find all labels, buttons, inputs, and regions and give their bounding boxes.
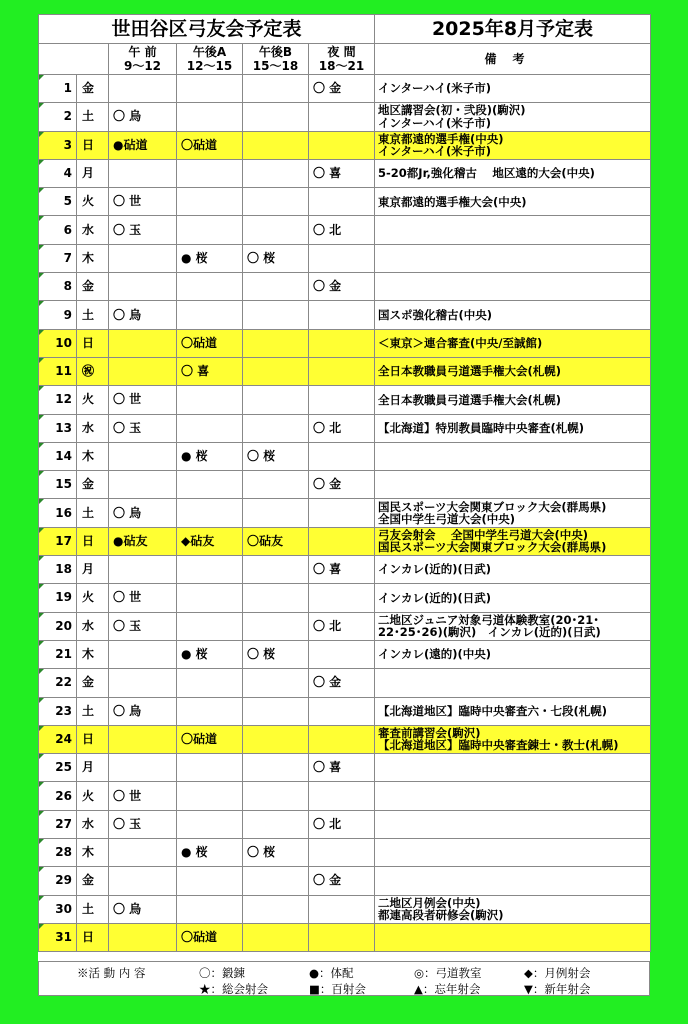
slot-am (109, 244, 177, 272)
day-number: 9 (39, 301, 77, 329)
slot-night: 〇 北 (309, 216, 375, 244)
slot-am: 〇 玉 (109, 612, 177, 640)
day-row (39, 103, 651, 131)
header-note: 備考 (375, 44, 651, 75)
day-row (39, 867, 651, 895)
slot-pm-a (177, 697, 243, 725)
slot-pm-b (243, 669, 309, 697)
day-note (375, 471, 651, 499)
slot-pm-b (243, 697, 309, 725)
slot-pm-a: 〇砧道 (177, 725, 243, 753)
legend-item: ●：体配 (309, 966, 354, 980)
slot-night: 〇 金 (309, 669, 375, 697)
weekday: 土 (77, 103, 109, 131)
day-row (39, 75, 651, 103)
day-number: 1 (39, 75, 77, 103)
day-row (39, 244, 651, 272)
slot-pm-b (243, 386, 309, 414)
day-row (39, 640, 651, 668)
slot-am: 〇 烏 (109, 895, 177, 923)
weekday: 水 (77, 612, 109, 640)
slot-night: 〇 金 (309, 471, 375, 499)
weekday: 土 (77, 697, 109, 725)
day-number: 2 (39, 103, 77, 131)
weekday: 日 (77, 329, 109, 357)
slot-am (109, 273, 177, 301)
slot-pm-b (243, 301, 309, 329)
day-row (39, 782, 651, 810)
day-note: 東京都遠的選手権(中央) インターハイ(米子市) (375, 131, 651, 159)
weekday: 水 (77, 216, 109, 244)
slot-night: 〇 喜 (309, 159, 375, 187)
legend-item: ■：百射会 (309, 982, 366, 996)
slot-pm-b (243, 357, 309, 385)
day-row (39, 499, 651, 527)
slot-night (309, 527, 375, 555)
slot-night (309, 103, 375, 131)
slot-night: 〇 金 (309, 273, 375, 301)
slot-pm-a (177, 669, 243, 697)
weekday: 金 (77, 471, 109, 499)
slot-am (109, 75, 177, 103)
weekday: 木 (77, 244, 109, 272)
slot-am: 〇 玉 (109, 810, 177, 838)
day-note: インカレ(近的)(日武) (375, 556, 651, 584)
weekday: 木 (77, 442, 109, 470)
weekday: 日 (77, 923, 109, 951)
slot-pm-a (177, 216, 243, 244)
weekday: 金 (77, 273, 109, 301)
day-note: ＜東京＞連合審査(中央/至誠館) (375, 329, 651, 357)
weekday: 火 (77, 188, 109, 216)
legend-item: ▲：忘年射会 (414, 982, 481, 996)
slot-pm-b (243, 273, 309, 301)
weekday: 金 (77, 867, 109, 895)
day-number: 7 (39, 244, 77, 272)
slot-am (109, 329, 177, 357)
slot-pm-b (243, 584, 309, 612)
slot-am: 〇 烏 (109, 103, 177, 131)
slot-pm-a (177, 103, 243, 131)
day-row (39, 612, 651, 640)
day-note: 審査前講習会(駒沢) 【北海道地区】臨時中央審査錬士・教士(札幌) (375, 725, 651, 753)
slot-am: 〇 世 (109, 188, 177, 216)
day-number: 18 (39, 556, 77, 584)
day-number: 8 (39, 273, 77, 301)
day-note: 二地区月例会(中央) 都連高段者研修会(駒沢) (375, 895, 651, 923)
slot-night (309, 386, 375, 414)
day-note: 【北海道】特別教員臨時中央審査(札幌) (375, 414, 651, 442)
slot-pm-b (243, 556, 309, 584)
day-number: 21 (39, 640, 77, 668)
slot-am: 〇 世 (109, 782, 177, 810)
day-number: 15 (39, 471, 77, 499)
slot-am (109, 159, 177, 187)
weekday: 火 (77, 386, 109, 414)
day-row (39, 216, 651, 244)
slot-pm-a (177, 273, 243, 301)
slot-pm-a: 〇砧道 (177, 131, 243, 159)
day-row (39, 301, 651, 329)
slot-pm-b (243, 471, 309, 499)
weekday: 月 (77, 754, 109, 782)
slot-pm-b (243, 103, 309, 131)
day-number: 27 (39, 810, 77, 838)
day-note (375, 669, 651, 697)
day-row (39, 386, 651, 414)
day-row (39, 895, 651, 923)
weekday: 金 (77, 75, 109, 103)
slot-am (109, 556, 177, 584)
header-am: 午 前 9～12 (109, 44, 177, 75)
slot-pm-b: 〇 桜 (243, 244, 309, 272)
day-number: 20 (39, 612, 77, 640)
day-number: 3 (39, 131, 77, 159)
slot-pm-b (243, 754, 309, 782)
day-row (39, 725, 651, 753)
slot-am (109, 754, 177, 782)
slot-pm-a (177, 584, 243, 612)
slot-night (309, 188, 375, 216)
slot-night: 〇 北 (309, 810, 375, 838)
day-row (39, 442, 651, 470)
slot-am (109, 471, 177, 499)
day-number: 25 (39, 754, 77, 782)
day-row (39, 188, 651, 216)
day-number: 22 (39, 669, 77, 697)
slot-night (309, 782, 375, 810)
day-note: 地区講習会(初・弐段)(駒沢) インターハイ(米子市) (375, 103, 651, 131)
weekday: 日 (77, 527, 109, 555)
slot-pm-b (243, 159, 309, 187)
day-row (39, 273, 651, 301)
slot-night (309, 244, 375, 272)
slot-pm-b (243, 895, 309, 923)
day-number: 16 (39, 499, 77, 527)
day-note (375, 273, 651, 301)
legend (38, 961, 650, 996)
day-row (39, 471, 651, 499)
slot-am: 〇 世 (109, 584, 177, 612)
slot-night (309, 640, 375, 668)
slot-pm-b (243, 499, 309, 527)
slot-pm-b (243, 188, 309, 216)
slot-am (109, 867, 177, 895)
day-note: インカレ(近的)(日武) (375, 584, 651, 612)
day-number: 13 (39, 414, 77, 442)
slot-am (109, 357, 177, 385)
day-note (375, 923, 651, 951)
day-note: 全日本教職員弓道選手権大会(札幌) (375, 357, 651, 385)
day-number: 5 (39, 188, 77, 216)
slot-pm-b (243, 216, 309, 244)
weekday: 日 (77, 131, 109, 159)
day-note: 国スポ強化稽古(中央) (375, 301, 651, 329)
day-note (375, 839, 651, 867)
day-note: 国民スポーツ大会関東ブロック大会(群馬県) 全国中学生弓道大会(中央) (375, 499, 651, 527)
slot-night (309, 839, 375, 867)
schedule-table (38, 14, 651, 952)
day-number: 26 (39, 782, 77, 810)
weekday: 日 (77, 725, 109, 753)
slot-am: ●砧道 (109, 131, 177, 159)
slot-pm-a (177, 810, 243, 838)
day-number: 14 (39, 442, 77, 470)
weekday: 木 (77, 839, 109, 867)
day-row (39, 669, 651, 697)
slot-night (309, 131, 375, 159)
slot-night (309, 442, 375, 470)
day-note (375, 867, 651, 895)
slot-pm-b (243, 725, 309, 753)
day-note (375, 442, 651, 470)
slot-night: 〇 金 (309, 75, 375, 103)
slot-night (309, 499, 375, 527)
day-number: 12 (39, 386, 77, 414)
slot-night (309, 584, 375, 612)
slot-pm-a (177, 754, 243, 782)
slot-pm-a (177, 75, 243, 103)
slot-pm-a: 〇 喜 (177, 357, 243, 385)
day-number: 10 (39, 329, 77, 357)
weekday: 月 (77, 556, 109, 584)
slot-pm-a (177, 895, 243, 923)
weekday: 水 (77, 414, 109, 442)
slot-pm-a: ● 桜 (177, 244, 243, 272)
day-row (39, 329, 651, 357)
slot-night (309, 923, 375, 951)
slot-night (309, 357, 375, 385)
day-number: 24 (39, 725, 77, 753)
day-note: 【北海道地区】臨時中央審査六・七段(札幌) (375, 697, 651, 725)
day-row (39, 810, 651, 838)
legend-item: ◆：月例射会 (524, 966, 591, 980)
slot-pm-b (243, 782, 309, 810)
day-number: 31 (39, 923, 77, 951)
weekday: 土 (77, 895, 109, 923)
slot-pm-a (177, 188, 243, 216)
slot-pm-b (243, 75, 309, 103)
day-number: 23 (39, 697, 77, 725)
slot-am: 〇 世 (109, 386, 177, 414)
slot-pm-a (177, 414, 243, 442)
weekday: 木 (77, 640, 109, 668)
day-note (375, 216, 651, 244)
slot-pm-b (243, 612, 309, 640)
day-row (39, 584, 651, 612)
slot-pm-b: 〇 桜 (243, 442, 309, 470)
slot-pm-a (177, 159, 243, 187)
day-note (375, 810, 651, 838)
day-note: 5-20都Jr,強化稽古 地区遠的大会(中央) (375, 159, 651, 187)
slot-pm-b (243, 810, 309, 838)
slot-am: 〇 玉 (109, 216, 177, 244)
slot-am: ●砧友 (109, 527, 177, 555)
slot-pm-b: 〇砧友 (243, 527, 309, 555)
day-number: 17 (39, 527, 77, 555)
day-row (39, 527, 651, 555)
slot-pm-a (177, 556, 243, 584)
slot-pm-b (243, 414, 309, 442)
slot-pm-a: ● 桜 (177, 839, 243, 867)
slot-pm-a: ◆砧友 (177, 527, 243, 555)
day-note: インターハイ(米子市) (375, 75, 651, 103)
slot-am (109, 442, 177, 470)
legend-item: 〇：鍛錬 (199, 966, 245, 980)
day-row (39, 839, 651, 867)
day-number: 19 (39, 584, 77, 612)
slot-am (109, 725, 177, 753)
legend-caption: ※活 動 内 容 (77, 966, 146, 980)
slot-night (309, 895, 375, 923)
weekday: ㊗ (77, 357, 109, 385)
slot-night: 〇 北 (309, 414, 375, 442)
day-note (375, 754, 651, 782)
day-row (39, 357, 651, 385)
day-number: 30 (39, 895, 77, 923)
legend-item: ★：総会射会 (199, 982, 268, 996)
day-note (375, 782, 651, 810)
day-number: 11 (39, 357, 77, 385)
slot-pm-a (177, 471, 243, 499)
slot-night: 〇 喜 (309, 556, 375, 584)
legend-item: ◎：弓道教室 (414, 966, 482, 980)
header-pm-a: 午後A 12～15 (177, 44, 243, 75)
slot-am (109, 839, 177, 867)
slot-pm-a (177, 612, 243, 640)
day-row (39, 414, 651, 442)
schedule-sheet (38, 14, 650, 996)
day-row (39, 556, 651, 584)
day-row (39, 754, 651, 782)
slot-night: 〇 喜 (309, 754, 375, 782)
slot-night: 〇 金 (309, 867, 375, 895)
legend-item: ▼：新年射会 (524, 982, 591, 996)
slot-am: 〇 玉 (109, 414, 177, 442)
slot-pm-b (243, 131, 309, 159)
slot-pm-a: ● 桜 (177, 640, 243, 668)
slot-am: 〇 烏 (109, 697, 177, 725)
slot-pm-a (177, 386, 243, 414)
day-number: 29 (39, 867, 77, 895)
slot-am (109, 640, 177, 668)
weekday: 月 (77, 159, 109, 187)
header-night: 夜 間 18～21 (309, 44, 375, 75)
slot-am (109, 923, 177, 951)
weekday: 水 (77, 810, 109, 838)
day-note: 弓友会射会 全国中学生弓道大会(中央) 国民スポーツ大会関東ブロック大会(群馬県) (375, 527, 651, 555)
slot-night (309, 329, 375, 357)
slot-am: 〇 烏 (109, 301, 177, 329)
day-row (39, 131, 651, 159)
day-note: 二地区ジュニア対象弓道体験教室(20･21･ 22･25･26)(駒沢) インカレ(近的)(日武) (375, 612, 651, 640)
day-number: 4 (39, 159, 77, 187)
day-number: 28 (39, 839, 77, 867)
weekday: 火 (77, 584, 109, 612)
slot-pm-a (177, 867, 243, 895)
day-note: 東京都遠的選手権大会(中央) (375, 188, 651, 216)
day-note: インカレ(遠的)(中央) (375, 640, 651, 668)
header-pm-b: 午後B 15～18 (243, 44, 309, 75)
slot-pm-a: ● 桜 (177, 442, 243, 470)
slot-pm-b: 〇 桜 (243, 640, 309, 668)
slot-pm-b (243, 923, 309, 951)
day-row (39, 159, 651, 187)
day-number: 6 (39, 216, 77, 244)
slot-night (309, 301, 375, 329)
day-note: 全日本教職員弓道選手権大会(札幌) (375, 386, 651, 414)
slot-pm-b (243, 329, 309, 357)
slot-night (309, 697, 375, 725)
slot-pm-a: 〇砧道 (177, 923, 243, 951)
slot-pm-b (243, 867, 309, 895)
day-row (39, 697, 651, 725)
slot-am: 〇 烏 (109, 499, 177, 527)
weekday: 土 (77, 499, 109, 527)
weekday: 金 (77, 669, 109, 697)
period-title: 2025年8月予定表 (375, 15, 651, 44)
slot-night: 〇 北 (309, 612, 375, 640)
slot-night (309, 725, 375, 753)
slot-pm-a (177, 782, 243, 810)
slot-am (109, 669, 177, 697)
header-blank (39, 44, 109, 75)
weekday: 火 (77, 782, 109, 810)
slot-pm-b: 〇 桜 (243, 839, 309, 867)
page-title: 世田谷区弓友会予定表 (39, 15, 375, 44)
weekday: 土 (77, 301, 109, 329)
day-row (39, 923, 651, 951)
slot-pm-a: 〇砧道 (177, 329, 243, 357)
slot-pm-a (177, 499, 243, 527)
day-note (375, 244, 651, 272)
slot-pm-a (177, 301, 243, 329)
